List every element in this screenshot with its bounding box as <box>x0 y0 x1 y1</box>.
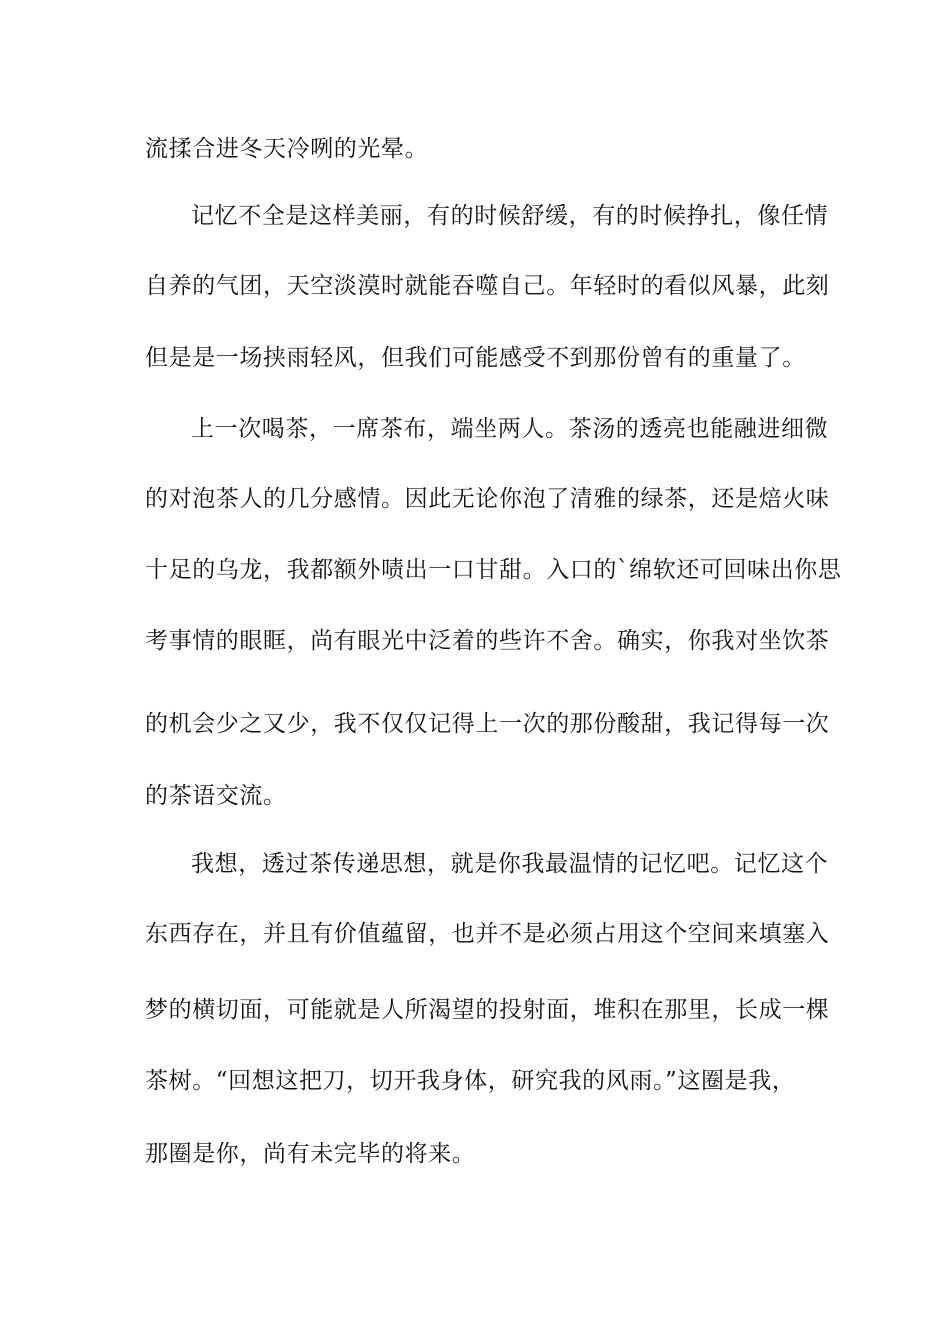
paragraph-line: 那圈是你，尚有未完毕的将来。 <box>145 1141 476 1167</box>
paragraph-line: 茶树。“回想这把刀，切开我身体，研究我的风雨。”这圈是我， <box>145 1068 796 1094</box>
paragraph-line: 我想，透过茶传递思想，就是你我最温情的记忆吧。记忆这个 <box>191 851 829 877</box>
paragraph-line: 流揉合进冬天冷咧的光晕。 <box>145 136 429 162</box>
paragraph-line: 东西存在，并且有价值蕴留，也并不是必须占用这个空间来填塞入 <box>145 921 830 947</box>
paragraph-line: 十足的乌龙，我都额外啧出一口甘甜。入口的`绵软还可回味出你思 <box>145 557 842 583</box>
paragraph-line: 记忆不全是这样美丽，有的时候舒缓，有的时候挣扎，像任情 <box>191 203 829 229</box>
paragraph-line: 的机会少之又少，我不仅仅记得上一次的那份酸甜，我记得每一次 <box>145 711 830 737</box>
paragraph-line: 上一次喝茶，一席茶布，端坐两人。茶汤的透亮也能融进细微 <box>191 416 829 442</box>
paragraph-line: 的茶语交流。 <box>145 783 287 809</box>
paragraph-line: 考事情的眼眶，尚有眼光中泛着的些许不舍。确实，你我对坐饮茶 <box>145 628 830 654</box>
paragraph-line: 自养的气团，天空淡漠时就能吞噬自己。年轻时的看似风暴，此刻 <box>145 273 830 299</box>
paragraph-line: 但是是一场挟雨轻风，但我们可能感受不到那份曾有的重量了。 <box>145 345 806 371</box>
paragraph-line: 的对泡茶人的几分感情。因此无论你泡了清雅的绿茶，还是焙火味 <box>145 486 830 512</box>
paragraph-line: 梦的横切面，可能就是人所渴望的投射面，堆积在那里，长成一棵 <box>145 997 830 1023</box>
